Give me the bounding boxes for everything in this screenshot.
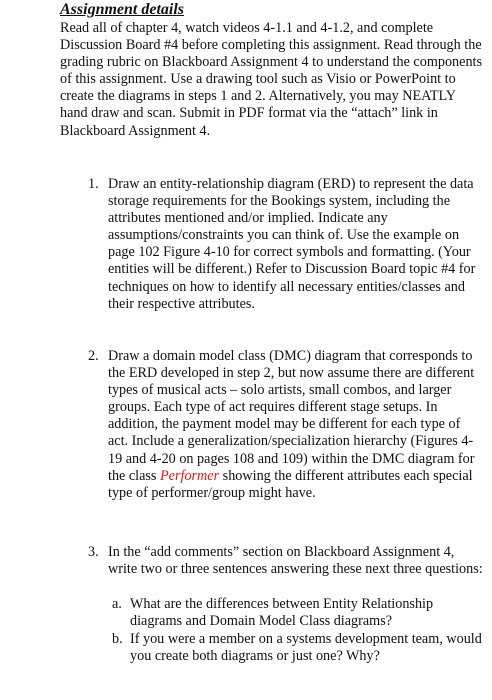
list-number: 2.: [88, 348, 99, 364]
sub-item-text: What are the differences between Entity Relationship diagrams and Domain Model Class diagrams?: [130, 596, 434, 630]
list-item-text: In the “add comments” section on Blackboard Assignment 4, write two or three sentences answering these next three questions:: [108, 544, 483, 578]
performer-class-name: Performer: [160, 467, 220, 484]
assignment-title: Assignment details: [60, 1, 185, 18]
list-item-3: [88, 544, 483, 578]
sub-item-b: [112, 631, 485, 665]
sub-letter: a.: [112, 596, 122, 612]
sub-item-text: If you were a member on a systems development team, would you create both diagrams or just one? Why?: [130, 631, 482, 665]
list-number: 3.: [88, 544, 99, 560]
list-item-text-after: showing the different attributes each special type of performer/group might have.: [108, 467, 473, 501]
list-number: 1.: [88, 176, 99, 192]
list-item-text-before: Draw a domain model class (DMC) diagram that corresponds to the ERD developed in step 2, but now assume there are different types of musical acts – solo artists, small combos, and larger groups. Each type of act requires different stage setups. In addition, the payment model may be different for each type of act. Include a generalization/specialization hierarchy (Figures 4-19 and 4-20 on pages 108 and 109) within the DMC diagram for the class: [108, 348, 475, 484]
list-item-text: Draw an entity-relationship diagram (ERD) to represent the data storage requirements for the Bookings system, including the attributes mentioned and/or implied. Indicate any assumptions/constraints you can think of. Use the example on page 102 Figure 4-10 for correct symbols and formatting. (Your entities will be different.) Refer to Discussion Board topic #4 for techniques on how to identify all necessary entities/classes and their respective attributes.: [108, 176, 476, 312]
intro-paragraph: Read all of chapter 4, watch videos 4-1.1 and 4-1.2, and complete Discussion Board #4 before completing this assignment. Read through the grading rubric on Blackboard Assignment 4 to understand the components of this assignment. Use a drawing tool such as Visio or PowerPoint to create the diagrams in steps 1 and 2. Alternatively, you may NEATLY hand draw and scan. Submit in PDF format via the “attach” link in Blackboard Assignment 4.: [60, 20, 482, 139]
sub-item-a: [112, 596, 485, 630]
sub-letter: b.: [112, 631, 123, 647]
list-item-2: [88, 348, 483, 502]
list-item-1: [88, 176, 483, 313]
